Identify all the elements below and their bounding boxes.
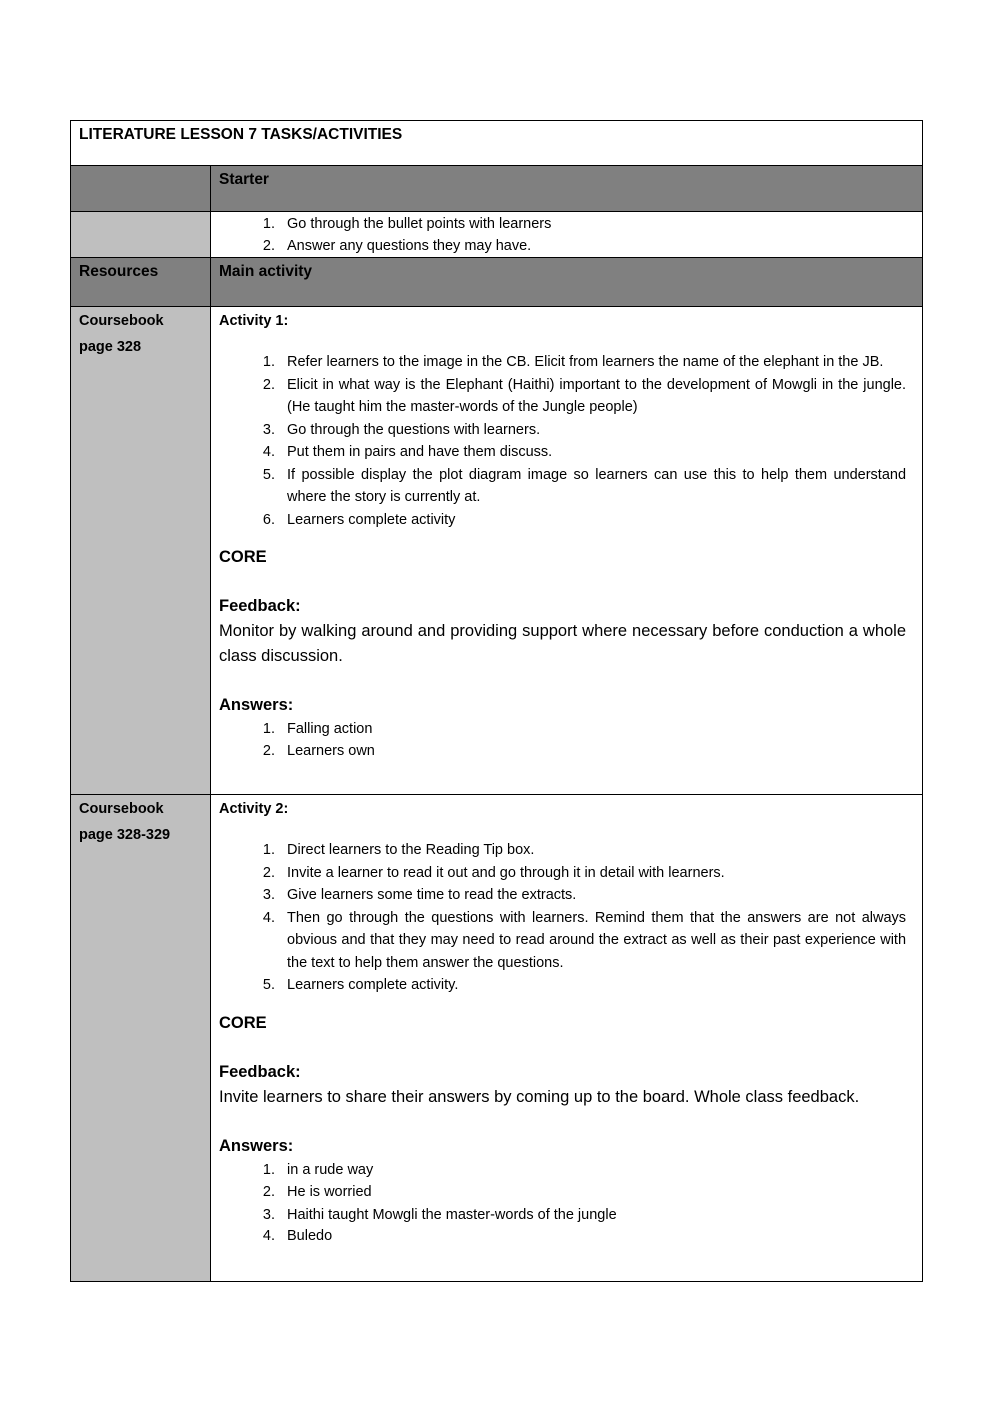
resource-line: Coursebook	[79, 313, 164, 329]
list-item: 2. Learners own	[279, 741, 906, 762]
list-item: 4. Then go through the questions with learners. Remind them that the answers are not always obvious and that they may need to read around the extract as well as their past experience with the text to help them answer the questions.	[279, 907, 906, 975]
starter-heading: Starter	[211, 166, 923, 212]
resources-header-row	[71, 258, 923, 307]
resource-line: page 328	[79, 339, 142, 355]
starter-header-row	[71, 166, 923, 212]
list-item: 1. Refer learners to the image in the CB. Elicit from learners the name of the elephant in the JB.	[279, 351, 906, 374]
list-item: 1. Falling action	[279, 718, 906, 741]
feedback-label: Feedback:	[219, 1062, 301, 1081]
answers-label: Answers:	[219, 1136, 294, 1155]
list-item: 1. in a rude way	[279, 1159, 906, 1182]
list-item: 2. He is worried	[279, 1181, 906, 1204]
resource-line: page 328-329	[79, 827, 171, 843]
empty-cell	[71, 166, 211, 212]
lesson-table	[70, 120, 923, 1282]
core-label: CORE	[219, 1013, 267, 1032]
list-item: 3. Haithi taught Mowgli the master-words of the jungle	[279, 1204, 906, 1227]
feedback-label: Feedback:	[219, 597, 301, 615]
list-item: 1. Go through the bullet points with learners	[279, 213, 914, 236]
list-item: 5. If possible display the plot diagram image so learners can use this to help them understand where the story is currently at.	[279, 464, 906, 509]
activity-2-list	[219, 839, 906, 997]
empty-cell	[71, 212, 211, 258]
core-label: CORE	[219, 548, 267, 566]
activity-2-heading: Activity 2:	[219, 801, 289, 817]
list-item: 6. Learners complete activity	[279, 509, 906, 532]
resource-line: Coursebook	[79, 801, 164, 817]
activity-1-heading: Activity 1:	[219, 313, 289, 329]
starter-row	[71, 212, 923, 258]
feedback-text: Invite learners to share their answers by coming up to the board. Whole class feedback.	[219, 1087, 860, 1106]
list-item: 5. Learners complete activity.	[279, 974, 906, 997]
list-item: 3. Go through the questions with learners.	[279, 419, 906, 442]
lesson-title: LITERATURE LESSON 7 TASKS/ACTIVITIES	[71, 121, 923, 166]
list-item: 1. Direct learners to the Reading Tip box.	[279, 839, 906, 862]
answers-label: Answers:	[219, 696, 294, 714]
starter-list	[219, 213, 914, 257]
answers-list	[219, 1159, 906, 1248]
main-activity-heading: Main activity	[211, 258, 923, 307]
answers-list	[219, 718, 906, 762]
activity-1-list	[219, 351, 906, 531]
feedback-text: Monitor by walking around and providing support where necessary before conduction a whole class discussion.	[219, 622, 907, 665]
list-item: 2. Answer any questions they may have.	[279, 236, 914, 257]
list-item: 3. Give learners some time to read the extracts.	[279, 884, 906, 907]
activity-2-resource	[71, 795, 211, 1282]
resources-heading: Resources	[71, 258, 211, 307]
list-item: 2. Elicit in what way is the Elephant (Haithi) important to the development of Mowgli in the jungle. (He taught him the master-words of the Jungle people)	[279, 374, 906, 419]
activity-1-resource	[71, 307, 211, 795]
list-item: 4. Put them in pairs and have them discuss.	[279, 441, 906, 464]
title-row	[71, 121, 923, 166]
list-item: 4. Buledo	[279, 1226, 906, 1247]
activity-2-row	[71, 795, 923, 1282]
list-item: 2. Invite a learner to read it out and go through it in detail with learners.	[279, 862, 906, 885]
activity-1-row	[71, 307, 923, 795]
